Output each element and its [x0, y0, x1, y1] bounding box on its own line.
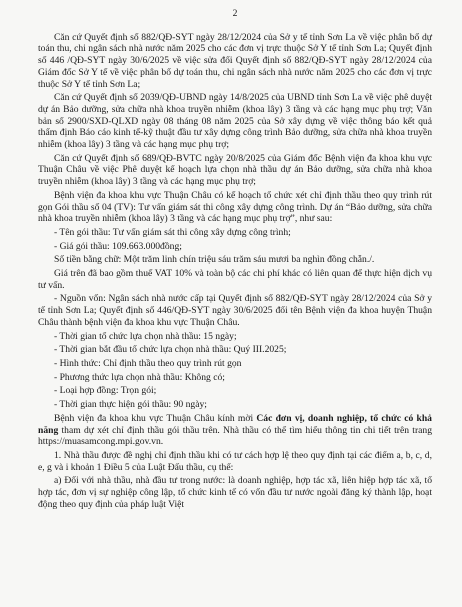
execution-time: - Thời gian thực hiện gói thầu: 90 ngày;: [54, 399, 207, 411]
invitation-text-post: tham dự xét chỉ định thầu gói thầu trên. Nhà thầu có thể tìm hiểu thông tin chi tiết trên trang https://muasamcong.mpi.gov.vn.: [38, 424, 432, 448]
contract-type: - Loại hợp đồng: Trọn gói;: [54, 385, 157, 397]
paragraph-legal-basis-2: Căn cứ Quyết định số 2039/QĐ-UBND ngày 14/8/2025 của UBND tỉnh Sơn La về việc phê duyệt dự án Bảo dưỡng, sửa chữa nhà khoa truyền nhiễm (khoa lây) 3 tầng và các hạng mục phụ trợ; Văn bản số 2900/SXD-QLXD ngày 08 tháng 08 năm 2025 của Sở xây dựng về việc thông báo kết quả thẩm định Báo cáo kinh tế-kỹ thuật đầu tư xây dựng công trình Bảo dưỡng, sửa chữa nhà khoa truyền nhiễm (khoa lây) 3 tầng và các hạng mục phụ trợ;: [38, 92, 432, 151]
selection-method: - Phương thức lựa chọn nhà thầu: Không có;: [54, 371, 225, 383]
paragraph-plan: Bệnh viện đa khoa khu vực Thuận Châu có kế hoạch tổ chức xét chỉ định thầu theo quy trình rút gọn Gói thầu số 04 (TV): Tư vấn giám sát thi công xây dựng công trình. Dự án “Bảo dưỡng, sửa chữa nhà khoa truyền nhiễm (khoa lây) 3 tầng và các hạng mục phụ trợ”, như sau:: [38, 189, 432, 225]
eligibility-item-a: a) Đối với nhà thầu, nhà đầu tư trong nước: là doanh nghiệp, hợp tác xã, liên hiệp hợp tác xã, tổ hợp tác, đơn vị sự nghiệp công lập, tổ chức kinh tế có vốn đầu tư nước ngoài đăng ký thành lập, hoạt động theo quy định của pháp luật Việt: [38, 475, 432, 510]
invitation-paragraph: [38, 413, 432, 448]
eligibility-intro: 1. Nhà thầu được đề nghị chỉ định thầu khi có tư cách hợp lệ theo quy định tại các điểm a, b, c, d, e, g và i khoản 1 Điều 5 của Luật Đấu thầu, cụ thể:: [38, 449, 432, 473]
invitation-text-pre: Bệnh viện đa khoa khu vực Thuận Châu kính mời: [54, 412, 257, 424]
package-price-line: - Giá gói thầu: 109.663.000đồng;: [54, 240, 182, 252]
selection-start: - Thời gian bắt đầu tổ chức lựa chọn nhà thầu: Quý III.2025;: [54, 344, 287, 356]
vat-note: Giá trên đã bao gồm thuế VAT 10% và toàn bộ các chi phí khác có liên quan để thực hiện dịch vụ tư vấn.: [38, 268, 432, 291]
selection-duration: - Thời gian tổ chức lựa chọn nhà thầu: 15 ngày;: [54, 330, 237, 342]
paragraph-legal-basis-3: Căn cứ Quyết định số 689/QĐ-BVTC ngày 20/8/2025 của Giám đốc Bệnh viện đa khoa khu vực Thuận Châu về việc Phê duyệt kế hoạch lựa chọn nhà thầu dự án Bảo dưỡng, sửa chữa nhà khoa truyền nhiễm (khoa lây) 3 tầng và các hạng mục phụ trợ;: [38, 152, 432, 188]
page-number: 2: [232, 8, 238, 19]
package-name-line: - Tên gói thầu: Tư vấn giám sát thi công xây dựng công trình;: [54, 226, 291, 238]
selection-form: - Hình thức: Chỉ định thầu theo quy trình rút gọn: [54, 357, 242, 369]
invitation-bold-text: Các đơn vị, doanh nghiệp, tổ chức có khả năng: [38, 412, 432, 436]
amount-in-words: Số tiền bằng chữ: Một trăm linh chín triệu sáu trăm sáu mươi ba nghìn đồng chẵn./.: [54, 254, 375, 266]
paragraph-legal-basis-1: Căn cứ Quyết định số 882/QĐ-SYT ngày 28/12/2024 của Sở y tế tỉnh Sơn La về việc phân bổ dự toán thu, chi ngân sách nhà nước năm 2025 cho các đơn vị trực thuộc Sở Y tế tỉnh Sơn La; Quyết định số 446 /QĐ-SYT ngày 30/6/2025 về việc sửa đổi Quyết định số 882/QĐ-SYT ngày 28/12/2024 của Giám đốc Sở Y tế về việc phân bổ dự toán thu, chi ngân sách nhà nước năm 2025 cho các đơn vị trực thuộc Sở Y tế tỉnh Sơn La;: [38, 31, 432, 90]
funding-source: - Nguồn vốn: Ngân sách nhà nước cấp tại Quyết định số 882/QĐ-SYT ngày 28/12/2024 của Sở y tế tỉnh Sơn La; Quyết định số 446/QĐ-SYT ngày 30/6/2025 đổi tên Bệnh viện đa khoa huyện Thuận Châu thành bệnh viện đa khoa khu vực Thuận Châu.: [38, 293, 432, 328]
